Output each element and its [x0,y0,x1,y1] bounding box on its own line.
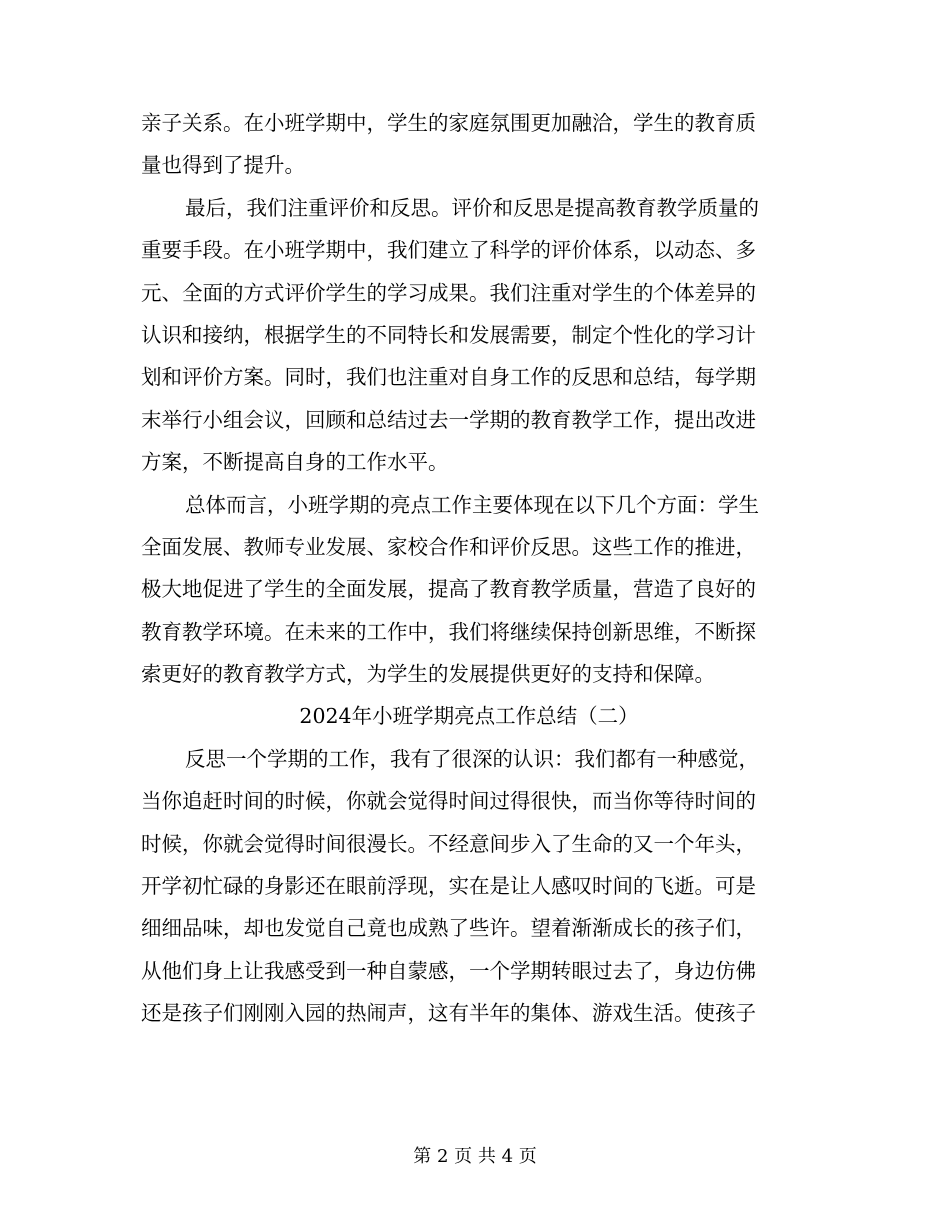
paragraph-summary [141,484,797,696]
text-line: 时候，你就会觉得时间很漫长。不经意间步入了生命的又一个年头， [141,831,756,856]
text-line: 元、全面的方式评价学生的学习成果。我们注重对学生的个体差异的 [141,280,756,305]
paragraph-reflection [141,738,797,1035]
text-line: 全面发展、教师专业发展、家校合作和评价反思。这些工作的推进， [141,534,756,559]
text-line: 从他们身上让我感受到一种自蒙感，一个学期转眼过去了，身边仿佛 [141,958,756,983]
text-line: 方案，不断提高自身的工作水平。 [141,450,449,475]
text-line: 划和评价方案。同时，我们也注重对自身工作的反思和总结，每学期 [141,365,756,390]
page-content [141,102,797,1035]
text-line: 极大地促进了学生的全面发展，提高了教育教学质量，营造了良好的 [141,577,756,602]
text-line: 细细品味，却也发觉自己竟也成熟了些许。望着渐渐成长的孩子们， [141,916,756,941]
text-line: 末举行小组会议，回顾和总结过去一学期的教育教学工作，提出改进 [141,407,756,432]
text-line: 最后，我们注重评价和反思。评价和反思是提高教育教学质量的 [185,195,759,220]
text-line: 重要手段。在小班学期中，我们建立了科学的评价体系，以动态、多 [141,238,756,263]
text-line: 反思一个学期的工作，我有了很深的认识：我们都有一种感觉， [185,746,759,771]
text-line: 还是孩子们刚刚入园的热闹声，这有半年的集体、游戏生活。使孩子 [141,1001,756,1026]
text-line: 当你追赶时间的时候，你就会觉得时间过得很快，而当你等待时间的 [141,789,756,814]
text-line: 亲子关系。在小班学期中，学生的家庭氛围更加融洽，学生的教育质 [141,111,756,135]
text-line: 教育教学环境。在未来的工作中，我们将继续保持创新思维，不断探 [141,619,756,644]
section-heading: 2024年小班学期亮点工作总结（二） [299,704,639,729]
text-line: 开学初忙碌的身影还在眼前浮现，实在是让人感叹时间的飞逝。可是 [141,874,756,899]
text-line: 认识和接纳，根据学生的不同特长和发展需要，制定个性化的学习计 [141,322,756,347]
paragraph-continued [141,102,797,187]
text-line: 总体而言，小班学期的亮点工作主要体现在以下几个方面：学生 [185,492,759,517]
text-line: 量也得到了提升。 [141,153,305,178]
paragraph-evaluation [141,187,797,484]
text-line: 索更好的教育教学方式，为学生的发展提供更好的支持和保障。 [141,662,715,687]
page-footer: 第 2 页 共 4 页 [413,1146,537,1167]
